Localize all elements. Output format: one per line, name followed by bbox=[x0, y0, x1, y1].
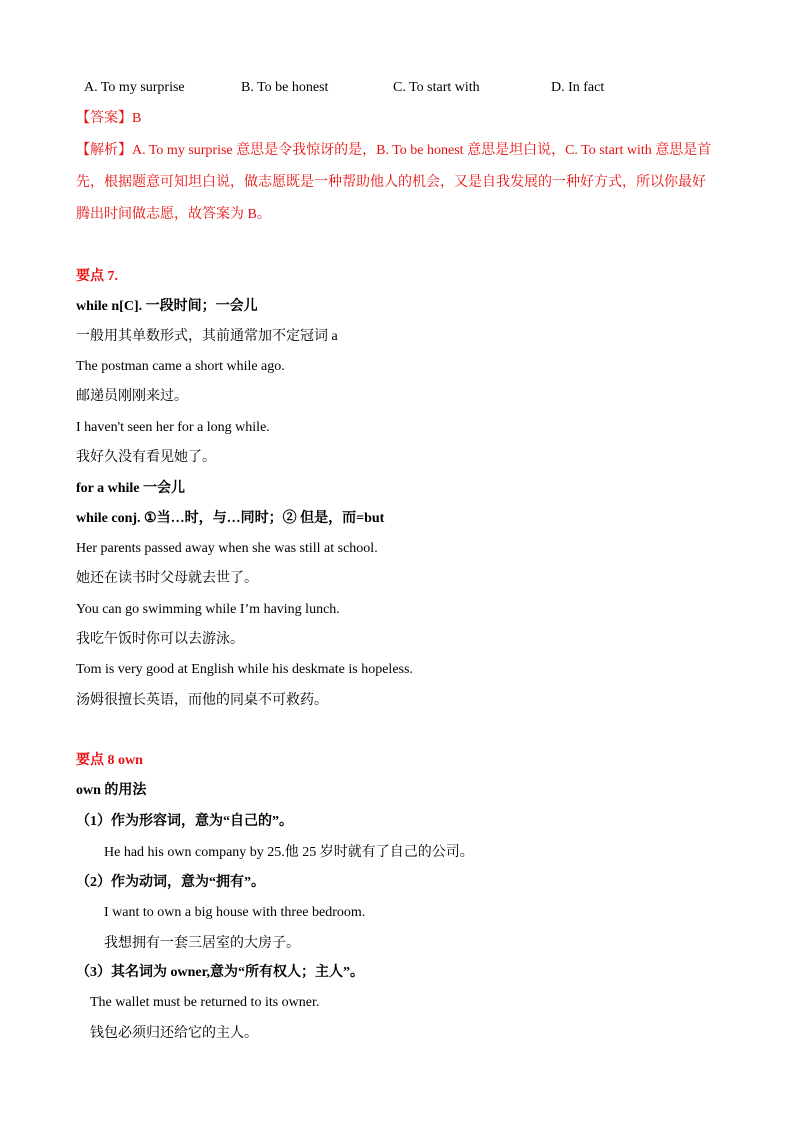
analysis-line-3: 腾出时间做志愿，故答案为 B。 bbox=[76, 207, 271, 222]
analysis-line-2: 先，根据题意可知坦白说，做志愿既是一种帮助他人的机会，又是自我发展的一种好方式，所以你最好 bbox=[76, 175, 706, 190]
point7-example-2-zh: 我好久没有看见她了。 bbox=[76, 450, 216, 465]
point8-subtitle: own 的用法 bbox=[76, 783, 147, 798]
option-b: B. To be honest bbox=[241, 80, 329, 95]
point7-example-1-zh: 邮递员刚刚来过。 bbox=[76, 389, 188, 404]
point7-example-4-en: You can go swimming while I’m having lunch. bbox=[76, 602, 340, 617]
point8-usage-2-example-en: I want to own a big house with three bedroom. bbox=[104, 905, 366, 920]
point8-usage-1-example: He had his own company by 25.他 25 岁时就有了自己的公司。 bbox=[104, 845, 474, 860]
point8-heading: 要点 8 own bbox=[76, 753, 143, 768]
point7-example-3-zh: 她还在读书时父母就去世了。 bbox=[76, 571, 258, 586]
point7-example-4-zh: 我吃午饭时你可以去游泳。 bbox=[76, 632, 244, 647]
point8-usage-3-title: （3）其名词为 owner,意为“所有权人；主人”。 bbox=[76, 965, 365, 980]
point7-example-3-en: Her parents passed away when she was still at school. bbox=[76, 541, 378, 556]
point8-usage-3-example-en: The wallet must be returned to its owner. bbox=[90, 995, 320, 1010]
option-a: A. To my surprise bbox=[84, 80, 185, 95]
point8-usage-3-example-zh: 钱包必须归还给它的主人。 bbox=[90, 1026, 258, 1041]
option-c: C. To start with bbox=[393, 80, 480, 95]
point7-example-2-en: I haven't seen her for a long while. bbox=[76, 420, 270, 435]
analysis-line-1: 【解析】A. To my surprise 意思是令我惊讶的是，B. To be honest 意思是坦白说，C. To start with 意思是首 bbox=[76, 143, 712, 158]
option-d: D. In fact bbox=[551, 80, 605, 95]
point8-usage-2-example-zh: 我想拥有一套三居室的大房子。 bbox=[104, 936, 300, 951]
point7-conj-definition: while conj. ①当…时，与…同时；② 但是，而=but bbox=[76, 511, 385, 526]
point7-noun-definition: while n[C]. 一段时间；一会儿 bbox=[76, 299, 258, 314]
point7-usage-note: 一般用其单数形式，其前通常加不定冠词 a bbox=[76, 329, 338, 344]
point8-usage-2-title: （2）作为动词，意为“拥有”。 bbox=[76, 875, 265, 890]
point7-example-5-en: Tom is very good at English while his deskmate is hopeless. bbox=[76, 662, 413, 677]
point7-heading: 要点 7. bbox=[76, 269, 118, 284]
point7-phrase: for a while 一会儿 bbox=[76, 481, 186, 496]
point8-usage-1-title: （1）作为形容词，意为“自己的”。 bbox=[76, 814, 293, 829]
point7-example-1-en: The postman came a short while ago. bbox=[76, 359, 285, 374]
answer-line: 【答案】B bbox=[76, 111, 142, 126]
point7-example-5-zh: 汤姆很擅长英语，而他的同桌不可救药。 bbox=[76, 693, 328, 708]
